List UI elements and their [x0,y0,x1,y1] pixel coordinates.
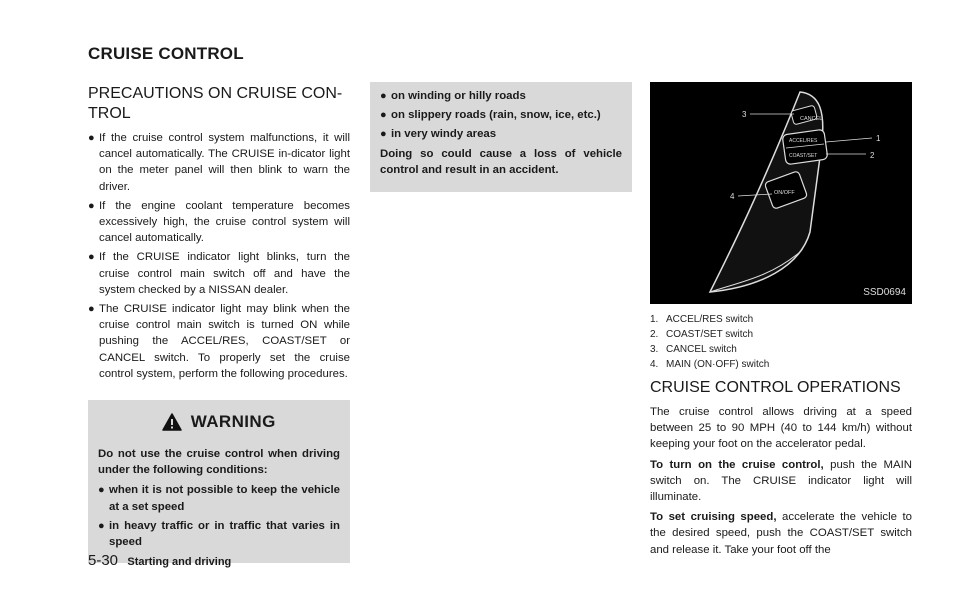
turn-on-paragraph [650,457,912,506]
list-item [88,198,350,247]
column-middle [370,82,632,192]
accel-coast-switch [782,129,828,165]
column-left [88,84,350,563]
callout-4: 4 [730,192,735,201]
figure-legend [650,312,912,372]
warning-intro: Do not use the cruise control when driving under the following conditions: [98,448,340,477]
bullet-icon: ● [98,484,105,497]
list-item [380,107,622,123]
warning-list-continued [380,88,622,143]
bullet-icon: ● [88,251,95,264]
callout-2: 2 [870,151,875,160]
legend-number: 3. [650,344,659,355]
legend-item [650,312,912,327]
list-item [88,130,350,195]
legend-number: 4. [650,359,659,370]
cancel-switch-label: CANCEL [800,116,823,122]
bullet-icon: ● [88,199,95,212]
set-speed-paragraph [650,509,912,558]
bullet-text: If the cruise control system malfunctions, it will cancel automatically. The CRUISE in-dicator light on the meter panel will then blink to warn the driver. [99,132,350,193]
precautions-heading: PRECAUTIONS ON CRUISE CON- TROL [88,85,343,122]
callout-1: 1 [876,134,881,143]
operations-heading: CRUISE CONTROL OPERATIONS [650,379,901,396]
legend-item [650,357,912,372]
turn-on-lead: To turn on the cruise control, [650,458,824,471]
footer-section-name: Starting and driving [127,556,232,568]
switch-illustration [650,82,912,304]
bullet-text: If the CRUISE indicator light blinks, turn the cruise control main switch off and have the system checked by a NISSAN dealer. [99,251,350,296]
list-item [98,482,340,514]
set-speed-lead: To set cruising speed, [650,511,777,524]
list-item [98,518,340,550]
legend-number: 2. [650,329,659,340]
turn-on-text: push the MAIN switch on. The CRUISE indicator light will illuminate. [650,458,912,504]
bullet-icon: ● [380,90,387,102]
warning-conclusion: Doing so could cause a loss of vehicle control and result in an accident. [380,147,622,176]
warning-title: WARNING [190,412,276,432]
list-item [88,249,350,298]
warning-box-continued [370,82,632,192]
figure-code: SSD0694 [863,287,906,298]
page-section-title: CRUISE CONTROL [88,44,244,63]
column-right [650,82,912,562]
legend-item [650,342,912,357]
warning-box [88,400,350,563]
bullet-text: when it is not possible to keep the vehicle at a set speed [109,484,340,513]
bullet-text: on winding or hilly roads [391,90,526,102]
bullet-text: in very windy areas [391,128,497,141]
accel-switch-label: ACCEL/RES [789,138,818,144]
callout-3: 3 [742,110,747,119]
legend-text: MAIN (ON·OFF) switch [666,359,770,370]
cruise-switch-diagram [650,82,912,304]
bullet-icon: ● [88,303,95,316]
bullet-icon: ● [380,128,387,141]
bullet-icon: ● [88,132,95,144]
legend-text: ACCEL/RES switch [666,314,754,325]
onoff-switch-label: ON/OFF [774,190,795,196]
precautions-list [88,130,350,382]
warning-list [98,482,340,550]
coast-switch-label: COAST/SET [789,153,818,159]
bullet-icon: ● [98,519,105,532]
bullet-text: on slippery roads (rain, snow, ice, etc.) [391,109,601,122]
bullet-text: If the engine coolant temperature becomes excessively high, the cruise control system will cancel automatically. [99,199,350,245]
list-item [88,301,350,382]
operations-intro: The cruise control allows driving at a speed between 25 to 90 MPH (40 to 144 km/h) without keeping your foot on the accelerator pedal. [650,406,912,451]
set-speed-text: accelerate the vehicle to the desired speed, push the COAST/SET switch and release it. Take your foot off the [650,511,912,556]
warning-header [98,412,340,432]
page-footer [88,552,231,569]
legend-text: COAST/SET switch [666,329,754,340]
bullet-icon: ● [380,109,387,122]
warning-triangle-icon [162,413,182,431]
bullet-text: in heavy traffic or in traffic that varies in speed [109,519,340,549]
legend-number: 1. [650,314,659,325]
legend-item [650,327,912,342]
bullet-text: The CRUISE indicator light may blink when the cruise control main switch is turned ON while pushing the ACCEL/RES, COAST/SET or CANCEL switch. To properly set the cruise control system, perform the following procedures. [99,303,350,380]
page-number: 5-30 [88,552,119,569]
list-item [380,88,622,104]
list-item [380,126,622,142]
legend-text: CANCEL switch [666,344,737,355]
